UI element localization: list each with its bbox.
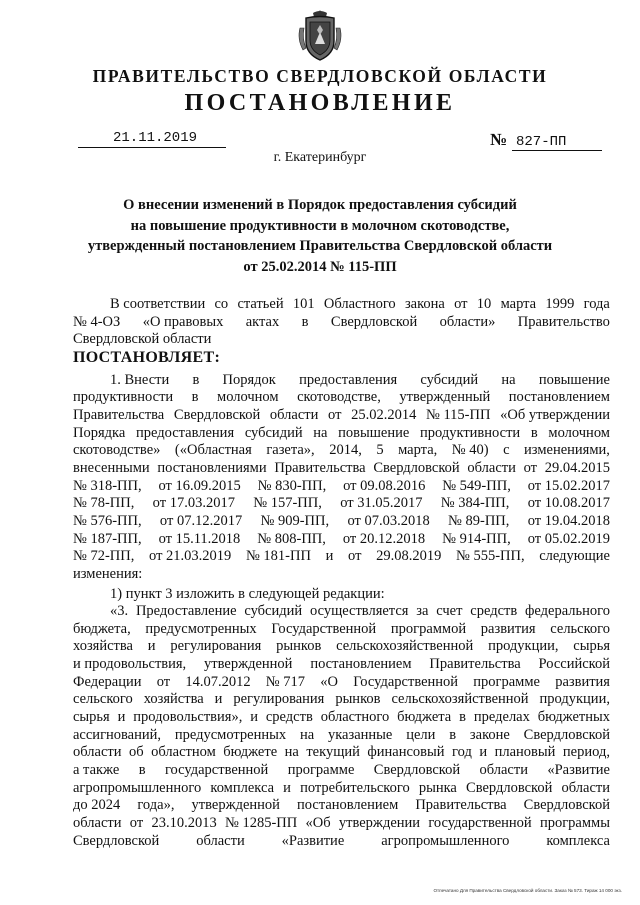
body-word: цели bbox=[406, 726, 436, 743]
body-word: года», bbox=[137, 797, 175, 814]
body-word: хозяйства bbox=[73, 638, 133, 655]
body-word: утвержденной bbox=[191, 797, 280, 814]
body-line bbox=[73, 478, 610, 496]
body-word: № 808-ПП, bbox=[257, 530, 326, 547]
body-word: от 15.02.2017 bbox=[527, 477, 610, 494]
body-word: средств bbox=[470, 603, 518, 620]
body-word: осуществляется bbox=[309, 603, 409, 620]
body-word: от 17.03.2017 bbox=[152, 495, 235, 512]
body-word: в bbox=[192, 371, 200, 388]
body-word: от 21.03.2019 bbox=[149, 548, 232, 565]
body-word: комплекса bbox=[546, 832, 610, 849]
body-word: марта, bbox=[398, 442, 438, 459]
body-line bbox=[73, 442, 610, 460]
body-word: и bbox=[479, 744, 488, 761]
body-word: «Об bbox=[305, 815, 331, 832]
body-word: от bbox=[348, 548, 362, 565]
decree-word bbox=[73, 349, 610, 367]
document-body bbox=[73, 296, 610, 850]
body-word: «О bbox=[320, 673, 338, 690]
body-word: № 157-ПП, bbox=[253, 495, 322, 512]
body-word: скотоводстве» bbox=[73, 442, 161, 459]
document-title bbox=[70, 195, 570, 277]
body-word: Государственной bbox=[353, 673, 459, 690]
body-word: а также bbox=[73, 762, 120, 779]
body-word: молочном bbox=[217, 389, 279, 406]
body-word: постановлением bbox=[508, 389, 610, 406]
document-type: ПОСТАНОВЛЕНИЕ bbox=[184, 90, 456, 116]
body-word: до 2024 bbox=[73, 797, 121, 814]
body-word: и bbox=[214, 691, 223, 708]
body-word: регулирования bbox=[170, 638, 262, 655]
body-word: Свердловской bbox=[173, 406, 261, 423]
body-word: «О правовых bbox=[142, 313, 224, 330]
body-word: предусмотренных bbox=[174, 726, 287, 743]
body-word: программой bbox=[390, 620, 467, 637]
body-word: ПОСТАНОВЛЯЕТ: bbox=[73, 348, 221, 366]
body-word: федерального bbox=[525, 603, 610, 620]
body-word: в bbox=[449, 726, 457, 743]
body-word: («Областная bbox=[174, 442, 252, 459]
body-line bbox=[73, 762, 610, 780]
body-word: № 115-ПП bbox=[425, 406, 491, 423]
body-word: № 555-ПП, bbox=[455, 548, 525, 565]
body-word: рынков bbox=[335, 691, 381, 708]
body-word: государственной bbox=[164, 762, 269, 779]
body-line bbox=[73, 621, 610, 639]
body-word: от 05.02.2019 bbox=[527, 530, 610, 547]
body-line bbox=[73, 389, 610, 407]
body-word: изменениями, bbox=[524, 442, 610, 459]
body-word: потребительского bbox=[300, 779, 410, 796]
body-word: и bbox=[250, 709, 258, 726]
body-word: в bbox=[138, 762, 146, 779]
body-word: от 10.08.2017 bbox=[527, 495, 610, 512]
body-word: программе bbox=[473, 673, 540, 690]
body-word: 1. Внести bbox=[110, 371, 170, 388]
body-word: 29.04.2015 bbox=[544, 459, 610, 476]
body-word: Областного bbox=[323, 296, 396, 312]
body-line bbox=[73, 460, 610, 478]
body-line bbox=[73, 513, 610, 531]
body-line bbox=[73, 691, 610, 709]
body-word: сельскохозяйственной bbox=[336, 638, 474, 655]
body-word: комплекса bbox=[210, 779, 275, 796]
body-word: с bbox=[503, 442, 510, 459]
body-word: государственной bbox=[428, 815, 532, 832]
body-word: Правительства bbox=[73, 406, 165, 423]
body-word: от 15.11.2018 bbox=[158, 530, 241, 547]
government-name: ПРАВИТЕЛЬСТВО СВЕРДЛОВСКОЙ ОБЛАСТИ bbox=[92, 66, 548, 86]
body-word: продуктивности bbox=[420, 424, 521, 441]
body-word: 2014, bbox=[329, 442, 362, 459]
body-word: от bbox=[523, 459, 537, 476]
body-word: 101 bbox=[292, 296, 315, 312]
body-word: Свердловской bbox=[373, 762, 461, 779]
body-word: Свердловской bbox=[330, 313, 418, 330]
document-date: 21.11.2019 bbox=[112, 130, 197, 146]
body-word: скотоводстве, bbox=[297, 389, 381, 406]
body-word: следующие bbox=[539, 548, 610, 565]
body-word: со bbox=[214, 296, 229, 312]
body-word: рынка bbox=[418, 779, 457, 796]
body-line bbox=[73, 531, 610, 549]
date-underline bbox=[78, 147, 226, 148]
body-line bbox=[73, 709, 610, 727]
body-word: от 07.03.2018 bbox=[347, 512, 430, 529]
body-word: № 830-ПП, bbox=[257, 477, 327, 494]
body-word: от 31.05.2017 bbox=[340, 495, 423, 512]
body-word: 25.02.2014 bbox=[351, 406, 417, 423]
body-word: законе bbox=[469, 726, 510, 743]
body-word: от 07.12.2017 bbox=[159, 512, 243, 529]
body-word: рынков bbox=[276, 638, 322, 655]
body-word: Свердловской области bbox=[73, 331, 212, 348]
body-word: бюджета, bbox=[73, 620, 131, 637]
body-line bbox=[73, 780, 610, 798]
coat-of-arms-icon bbox=[296, 8, 344, 62]
body-word: Правительства bbox=[429, 656, 521, 673]
date-block bbox=[78, 130, 226, 148]
body-word: текущий bbox=[306, 744, 360, 761]
body-word: № 78-ПП, bbox=[73, 495, 135, 512]
body-word: от bbox=[129, 815, 144, 832]
body-word: молочном bbox=[548, 424, 610, 441]
body-word: от 16.09.2015 bbox=[158, 477, 241, 494]
number-block bbox=[490, 130, 602, 150]
body-word: года bbox=[583, 296, 610, 312]
body-word: сырья bbox=[573, 638, 610, 655]
body-word: на bbox=[313, 424, 328, 441]
body-word: от 19.04.2018 bbox=[527, 512, 610, 529]
number-sign: № bbox=[490, 130, 508, 149]
print-imprint: Отпечатано Для Правительства Свердловской области. Заказ № 573. Тираж 14 000 экз. bbox=[433, 888, 622, 893]
body-word: постановлением bbox=[297, 797, 399, 814]
body-line bbox=[73, 372, 610, 390]
body-word: Свердловской bbox=[73, 832, 160, 849]
body-word: год bbox=[452, 744, 472, 761]
body-line bbox=[73, 407, 610, 425]
body-word: 1) пункт 3 изложить в следующей редакции: bbox=[110, 585, 385, 602]
body-line bbox=[73, 727, 610, 745]
body-line bbox=[73, 331, 610, 349]
body-word: развития bbox=[480, 620, 536, 637]
body-word: средств bbox=[265, 709, 313, 726]
body-word: счет bbox=[436, 603, 463, 620]
body-word: «Развитие bbox=[281, 832, 345, 849]
body-line bbox=[73, 674, 610, 692]
body-word: субсидий bbox=[244, 424, 303, 441]
body-word: развития bbox=[555, 673, 610, 690]
body-line bbox=[73, 603, 610, 621]
body-word: регулирования bbox=[233, 691, 325, 708]
body-word: 5 bbox=[376, 442, 384, 459]
body-word: продукции, bbox=[539, 691, 610, 708]
body-word: утверждении bbox=[338, 815, 421, 832]
body-word: Порядка bbox=[73, 424, 126, 441]
body-word: Правительства bbox=[274, 459, 366, 476]
title-line: от 25.02.2014 № 115-ПП bbox=[243, 258, 397, 275]
body-word: 1999 bbox=[545, 296, 575, 312]
body-word: 29.08.2019 bbox=[376, 548, 442, 565]
body-word: бюджетных bbox=[537, 709, 610, 726]
body-word: субсидий bbox=[244, 603, 303, 620]
body-word: области bbox=[467, 459, 516, 476]
body-word: от 09.08.2016 bbox=[343, 477, 426, 494]
body-line bbox=[73, 495, 610, 513]
body-word: области» bbox=[439, 313, 496, 330]
body-word: газета», bbox=[266, 442, 315, 459]
body-word: повышение bbox=[538, 371, 610, 388]
body-line bbox=[73, 638, 610, 656]
body-line bbox=[73, 314, 610, 332]
body-word: в bbox=[530, 424, 538, 441]
body-word: 10 bbox=[476, 296, 492, 312]
body-word: программе bbox=[287, 762, 355, 779]
body-word: агропромышленного bbox=[381, 832, 510, 849]
body-word: № 187-ПП, bbox=[73, 530, 142, 547]
body-word: сырья bbox=[73, 709, 110, 726]
body-word: № 40) bbox=[451, 442, 489, 459]
body-word: продуктивности bbox=[73, 389, 174, 406]
body-word: на bbox=[284, 744, 299, 761]
body-word: постановлением bbox=[310, 656, 412, 673]
body-word: «Об утверждении bbox=[500, 406, 610, 423]
body-word: изменения: bbox=[73, 565, 143, 582]
body-word: областного bbox=[320, 709, 390, 726]
body-line bbox=[73, 586, 610, 604]
document-number: 827-ПП bbox=[516, 134, 567, 150]
body-word: № 1285-ПП bbox=[224, 815, 298, 832]
body-word: плановый bbox=[494, 744, 556, 761]
body-word: Свердловской bbox=[373, 459, 460, 476]
body-word: № 384-ПП, bbox=[440, 495, 510, 512]
body-line bbox=[73, 797, 610, 815]
body-word: от bbox=[328, 406, 342, 423]
body-word: области bbox=[73, 815, 122, 832]
body-word: бюджете bbox=[223, 744, 278, 761]
body-word: № 4-ОЗ bbox=[73, 313, 121, 330]
body-word: В соответствии bbox=[110, 296, 206, 312]
body-word: области bbox=[269, 406, 319, 423]
body-word: предоставления bbox=[135, 424, 235, 441]
body-word: № 576-ПП, bbox=[73, 512, 142, 529]
body-word: утвержденной bbox=[204, 656, 293, 673]
body-word: Свердловской bbox=[523, 797, 610, 814]
body-word: актах bbox=[245, 313, 280, 330]
body-word: указанные bbox=[327, 726, 393, 743]
body-word: сельскохозяйственной bbox=[391, 691, 529, 708]
body-word: «Развитие bbox=[547, 762, 610, 779]
body-word: субсидий bbox=[420, 371, 479, 388]
body-word: хозяйства bbox=[143, 691, 204, 708]
body-word: сельского bbox=[550, 620, 610, 637]
body-word: продукции, bbox=[488, 638, 559, 655]
body-word: № 89-ПП, bbox=[448, 512, 510, 529]
body-word: на bbox=[501, 371, 516, 388]
body-line bbox=[73, 833, 610, 851]
title-line: О внесении изменений в Порядок предоставления субсидий bbox=[123, 197, 517, 213]
body-word: утвержденный bbox=[399, 389, 491, 406]
body-word: сельского bbox=[73, 691, 133, 708]
body-word: финансовый bbox=[367, 744, 445, 761]
body-line bbox=[73, 296, 610, 314]
body-line bbox=[73, 425, 610, 443]
body-word: № 72-ПП, bbox=[73, 548, 135, 565]
body-word: статьей bbox=[237, 296, 284, 312]
body-word: Государственной bbox=[271, 620, 377, 637]
body-line bbox=[73, 815, 610, 833]
body-word: закона bbox=[404, 296, 445, 312]
body-word: № 318-ПП, bbox=[73, 477, 142, 494]
body-word: и bbox=[117, 709, 126, 726]
body-word: от bbox=[454, 296, 468, 312]
body-word: «3. bbox=[110, 603, 129, 620]
body-word: № 181-ПП bbox=[245, 548, 311, 565]
body-word: предусмотренных bbox=[145, 620, 257, 637]
body-word: области bbox=[196, 832, 245, 849]
body-line bbox=[73, 548, 610, 566]
body-word: Свердловской bbox=[466, 779, 553, 796]
body-word: областном bbox=[151, 744, 216, 761]
body-word: внесенными bbox=[73, 459, 150, 476]
body-word: и bbox=[147, 638, 156, 655]
body-word: агропромышленного bbox=[73, 779, 202, 796]
body-word: ассигнований, bbox=[73, 726, 162, 743]
body-word: повышение bbox=[338, 424, 410, 441]
body-word: бюджета bbox=[397, 709, 452, 726]
title-line: утвержденный постановлением Правительства Свердловской области bbox=[87, 238, 553, 254]
body-word: области bbox=[479, 762, 528, 779]
body-word: период, bbox=[562, 744, 610, 761]
body-word: Правительства bbox=[415, 797, 507, 814]
body-word: от 20.12.2018 bbox=[342, 530, 426, 547]
body-word: № 549-ПП, bbox=[442, 477, 511, 494]
body-word: об bbox=[128, 744, 144, 761]
body-word: Порядок bbox=[222, 371, 276, 388]
body-word: и bbox=[283, 779, 291, 796]
body-word: в bbox=[191, 389, 199, 406]
body-line bbox=[73, 566, 610, 584]
city: г. Екатеринбург bbox=[273, 150, 367, 165]
body-word: Свердловской bbox=[523, 726, 610, 743]
body-word: Правительство bbox=[517, 313, 610, 330]
title-line: на повышение продуктивности в молочном скотоводстве, bbox=[130, 217, 510, 234]
body-word: 23.10.2013 bbox=[151, 815, 217, 832]
body-word: № 914-ПП, bbox=[442, 530, 511, 547]
body-word: предоставления bbox=[299, 371, 398, 388]
body-word: Федерации bbox=[73, 673, 142, 690]
body-word: пределах bbox=[473, 709, 530, 726]
body-word: продовольствия», bbox=[133, 709, 243, 726]
body-word: на bbox=[299, 726, 315, 743]
body-word: 14.07.2012 bbox=[185, 673, 251, 690]
body-word: от bbox=[156, 673, 171, 690]
body-word: Предоставление bbox=[135, 603, 237, 620]
body-word: в bbox=[459, 709, 466, 726]
body-word: Российской bbox=[538, 656, 610, 673]
body-word: программы bbox=[539, 815, 610, 832]
body-word: постановлениями bbox=[157, 459, 267, 476]
body-line bbox=[73, 656, 610, 674]
body-word: и bbox=[325, 548, 334, 565]
body-line bbox=[73, 744, 610, 762]
body-word: области bbox=[561, 779, 610, 796]
body-word: области bbox=[73, 744, 122, 761]
body-word: в bbox=[301, 313, 309, 330]
body-word: № 909-ПП, bbox=[260, 512, 330, 529]
body-word: и продовольствия, bbox=[73, 656, 187, 673]
body-word: № 717 bbox=[265, 673, 306, 690]
body-word: за bbox=[416, 603, 429, 620]
body-word: марта bbox=[500, 296, 537, 312]
